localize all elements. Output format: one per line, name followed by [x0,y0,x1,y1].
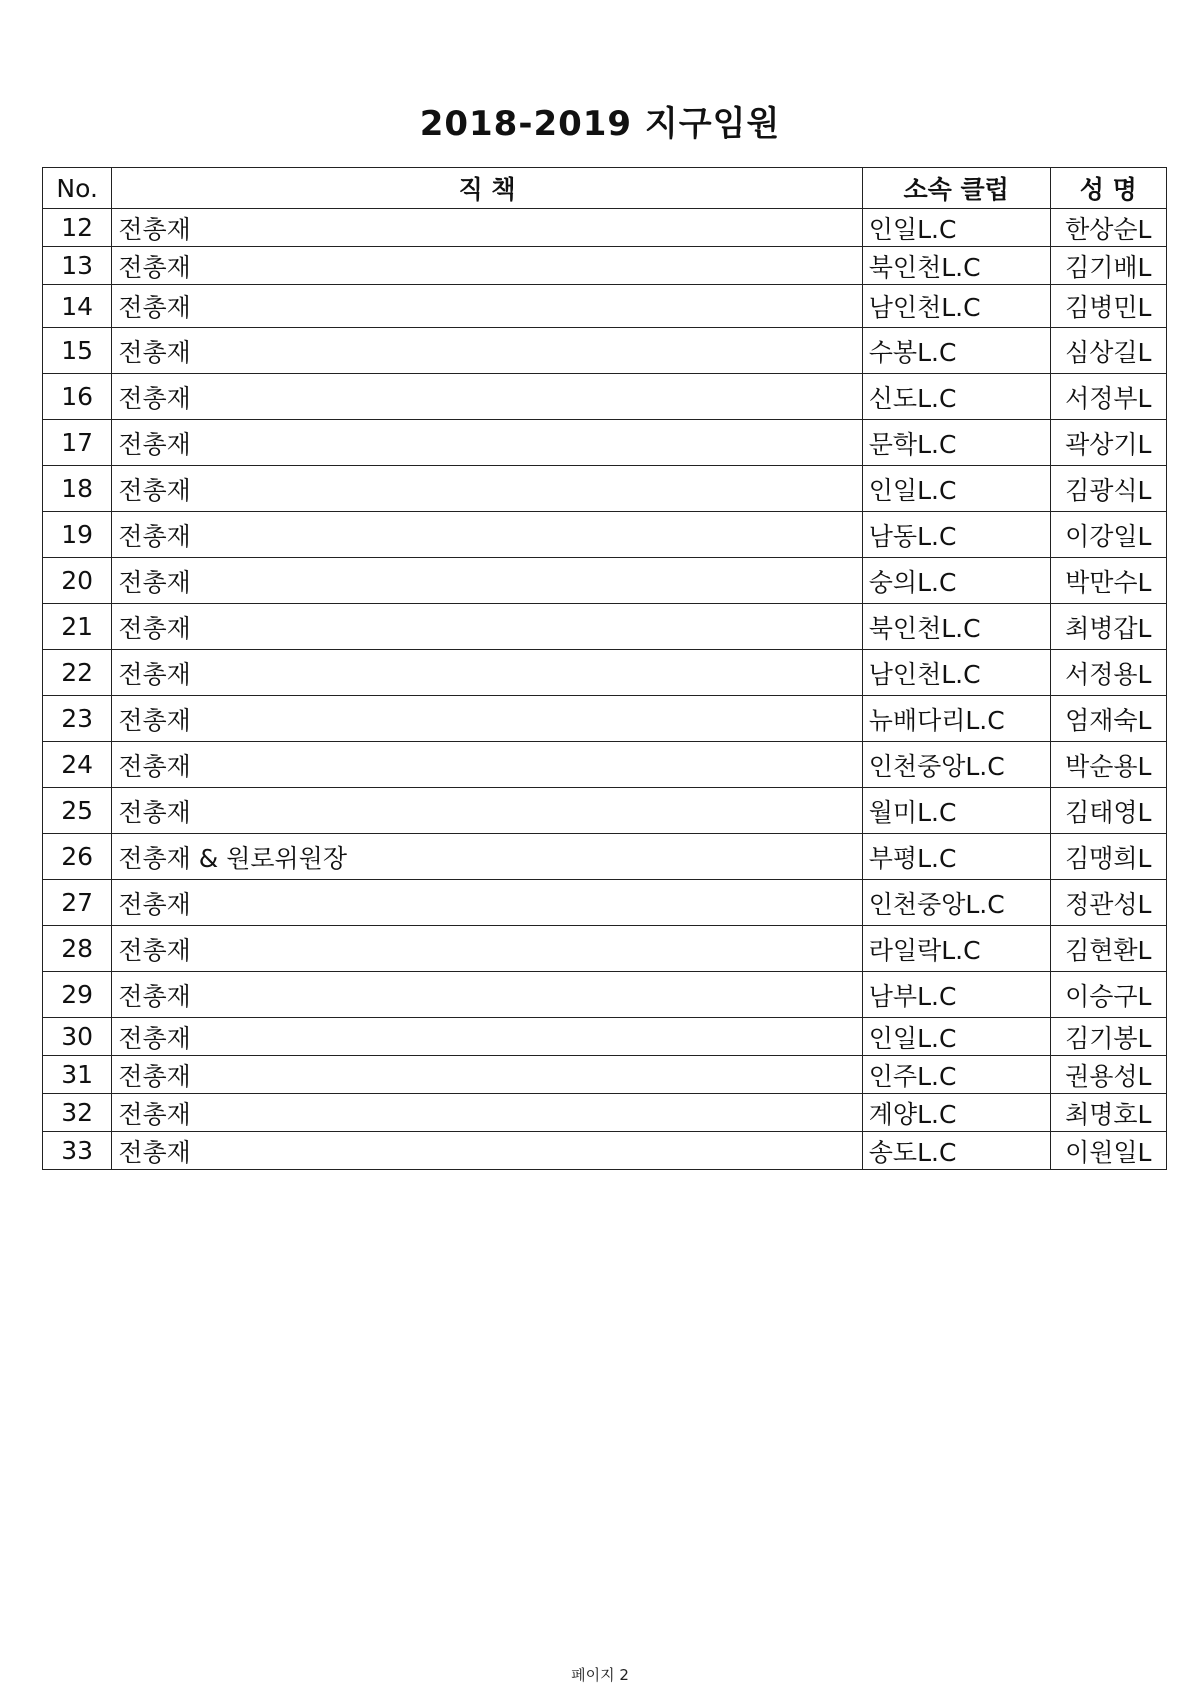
cell-position: 전총재 [112,972,862,1018]
cell-position: 전총재 [112,1018,862,1056]
cell-position: 전총재 [112,285,862,328]
cell-no: 15 [43,328,112,374]
cell-position: 전총재 [112,420,862,466]
cell-club: 뉴배다리L.C [862,696,1050,742]
cell-club: 송도L.C [862,1132,1050,1170]
table-row [43,788,1167,834]
cell-position: 전총재 [112,1056,862,1094]
cell-no: 21 [43,604,112,650]
cell-club: 월미L.C [862,788,1050,834]
table-row [43,1056,1167,1094]
cell-position: 전총재 [112,247,862,285]
cell-position: 전총재 [112,926,862,972]
cell-no: 12 [43,209,112,247]
cell-position: 전총재 [112,328,862,374]
cell-name: 서정용L [1050,650,1166,696]
cell-position: 전총재 [112,742,862,788]
cell-no: 18 [43,466,112,512]
cell-name: 한상순L [1050,209,1166,247]
cell-club: 인천중앙L.C [862,742,1050,788]
cell-club: 문학L.C [862,420,1050,466]
cell-club: 인일L.C [862,209,1050,247]
cell-name: 이원일L [1050,1132,1166,1170]
cell-position: 전총재 [112,650,862,696]
header-no: No. [43,168,112,209]
header-name: 성 명 [1050,168,1166,209]
table-row [43,285,1167,328]
cell-name: 심상길L [1050,328,1166,374]
cell-club: 라일락L.C [862,926,1050,972]
cell-club: 남동L.C [862,512,1050,558]
cell-club: 수봉L.C [862,328,1050,374]
cell-name: 최병갑L [1050,604,1166,650]
cell-club: 인천중앙L.C [862,880,1050,926]
cell-club: 계양L.C [862,1094,1050,1132]
table-row [43,604,1167,650]
cell-no: 27 [43,880,112,926]
table-body [43,209,1167,1170]
table-row [43,558,1167,604]
cell-no: 24 [43,742,112,788]
cell-no: 32 [43,1094,112,1132]
cell-no: 22 [43,650,112,696]
cell-name: 김광식L [1050,466,1166,512]
cell-position: 전총재 [112,1132,862,1170]
table-row [43,512,1167,558]
table-row [43,650,1167,696]
table-row [43,374,1167,420]
cell-no: 26 [43,834,112,880]
table-row [43,1094,1167,1132]
page-number: 페이지 2 [571,1666,629,1684]
cell-name: 서정부L [1050,374,1166,420]
cell-position: 전총재 & 원로위원장 [112,834,862,880]
table-row [43,834,1167,880]
cell-club: 숭의L.C [862,558,1050,604]
cell-no: 29 [43,972,112,1018]
cell-position: 전총재 [112,209,862,247]
table-row [43,972,1167,1018]
cell-name: 최명호L [1050,1094,1166,1132]
cell-club: 남인천L.C [862,285,1050,328]
table-row [43,926,1167,972]
cell-club: 북인천L.C [862,247,1050,285]
cell-club: 인일L.C [862,1018,1050,1056]
cell-name: 이강일L [1050,512,1166,558]
cell-position: 전총재 [112,696,862,742]
table-row [43,696,1167,742]
cell-no: 14 [43,285,112,328]
table-row [43,247,1167,285]
header-club: 소속 클럽 [862,168,1050,209]
cell-name: 박순용L [1050,742,1166,788]
cell-no: 16 [43,374,112,420]
cell-club: 남인천L.C [862,650,1050,696]
cell-club: 북인천L.C [862,604,1050,650]
cell-name: 김병민L [1050,285,1166,328]
cell-no: 28 [43,926,112,972]
cell-no: 33 [43,1132,112,1170]
cell-name: 김기배L [1050,247,1166,285]
table-row [43,1018,1167,1056]
cell-position: 전총재 [112,880,862,926]
cell-name: 박만수L [1050,558,1166,604]
cell-no: 31 [43,1056,112,1094]
table-row [43,1132,1167,1170]
cell-position: 전총재 [112,374,862,420]
cell-position: 전총재 [112,788,862,834]
cell-position: 전총재 [112,466,862,512]
cell-name: 김기봉L [1050,1018,1166,1056]
cell-name: 김태영L [1050,788,1166,834]
table-row [43,880,1167,926]
cell-position: 전총재 [112,1094,862,1132]
cell-club: 인일L.C [862,466,1050,512]
cell-position: 전총재 [112,512,862,558]
cell-no: 17 [43,420,112,466]
cell-club: 남부L.C [862,972,1050,1018]
header-position: 직 책 [112,168,862,209]
table-row [43,466,1167,512]
cell-position: 전총재 [112,558,862,604]
table-row [43,209,1167,247]
cell-name: 정관성L [1050,880,1166,926]
cell-name: 김맹희L [1050,834,1166,880]
cell-no: 23 [43,696,112,742]
table-row [43,420,1167,466]
cell-club: 신도L.C [862,374,1050,420]
cell-name: 엄재숙L [1050,696,1166,742]
cell-club: 인주L.C [862,1056,1050,1094]
page-title: 2018-2019 지구임원 [419,104,781,144]
table-row [43,328,1167,374]
table-header-row [43,168,1167,209]
cell-no: 13 [43,247,112,285]
cell-name: 김현환L [1050,926,1166,972]
cell-name: 권용성L [1050,1056,1166,1094]
cell-club: 부평L.C [862,834,1050,880]
cell-name: 이승구L [1050,972,1166,1018]
cell-no: 20 [43,558,112,604]
cell-name: 곽상기L [1050,420,1166,466]
cell-no: 19 [43,512,112,558]
officers-table [42,167,1167,1170]
cell-position: 전총재 [112,604,862,650]
cell-no: 25 [43,788,112,834]
table-row [43,742,1167,788]
cell-no: 30 [43,1018,112,1056]
